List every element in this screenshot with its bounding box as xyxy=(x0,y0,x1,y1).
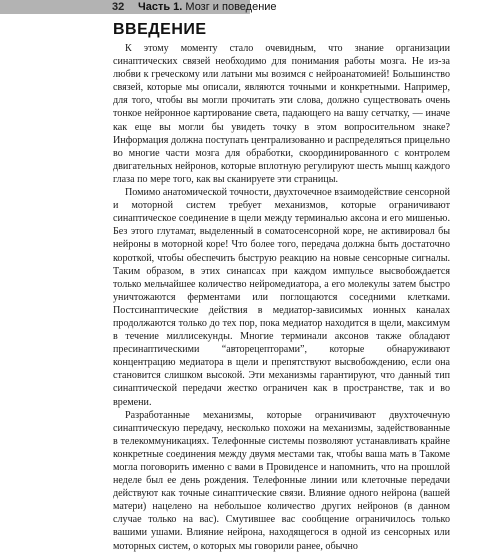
chapter-label: Часть 1. xyxy=(138,1,183,13)
paragraph: Разработанные механизмы, которые ограничивают двухточечную синаптическую передачу, несколько похожи на механизмы, задействованные в телекоммуникациях. Телефонные системы позволяют устанавливать крайне конкретные соединения между двумя местами так, чтобы ваша мать в Такоме могла поговорить именно с вами в Провиденсе и напомнить, что на прошлой неделе был ее день рождения. Телефонные линии или клеточные передачи действуют как точные синаптические связи. Влияние одного нейрона (вашей матери) нацелено на небольшое количество других нейронов (в данном случае только на вас). Смутившее вас сообщение ограничилось только вашими ушами. Влияние нейрона, находящегося в одной из сенсорных или моторных систем, о которых мы говорили ранее, обычно xyxy=(113,409,450,552)
body-text xyxy=(113,42,450,553)
page-number: 32 xyxy=(112,1,125,13)
section-title: ВВЕДЕНИЕ xyxy=(113,21,207,38)
paragraph: К этому моменту стало очевидным, что знание организации синаптических связей необходимо для понимания работы мозга. Не из-за любви к греческому или латыни мы возимся с нейроанатомией! Большинство связей, которые мы описали, являются точными и конкретными. Например, для того, чтобы вы могли прочитать эти слова, должно существовать очень тонкое нейронное картирование света, падающего на вашу сетчатку, — иначе как еще вы могли бы увидеть точку в этом вопросительном знаке? Информация должна поступать централизованно и распределяться прицельно во многие части мозга для обработки, скоординированного с контролем двигательных нейронов, которые вплотную регулируют шесть мышц каждого глаза по мере того, как вы сканируете эти страницы. xyxy=(113,43,450,185)
paragraph: Помимо анатомической точности, двухточечное взаимодействие сенсорной и моторной систем требует механизмов, которые ограничивают синаптическое соединение в щели между терминалью аксона и его мишенью. Без этого глутамат, выделенный в соматосенсорной коре, не активировал бы нейроны в моторной коре! Что более того, передача должна быть достаточно короткой, чтобы обеспечить быструю реакцию на новые сенсорные сигналы. Таким образом, в этих синапсах при каждом импульсе высвобождается только мельчайшее количество нейромедиатора, а его молекулы затем быстро уничтожаются ферментами или поглощаются соседними клетками. Постсинаптические действия в медиатор-зависимых ионных каналах продолжаются только до тех пор, пока медиатор находится в щели, максимум в течение миллисекунды. Многие терминали аксонов также обладают пресинаптическими “авторецепторами”, которые обнаруживают концентрацию медиатора в щели и препятствуют высвобождению, если она становится слишком высокой. Эти механизмы гарантируют, что данный тип синаптической передачи жестко ограничен как в пространстве, так и во времени. xyxy=(113,187,450,408)
chapter-heading xyxy=(138,1,277,13)
chapter-title: Мозг и поведение xyxy=(185,1,277,13)
running-header xyxy=(0,0,500,14)
